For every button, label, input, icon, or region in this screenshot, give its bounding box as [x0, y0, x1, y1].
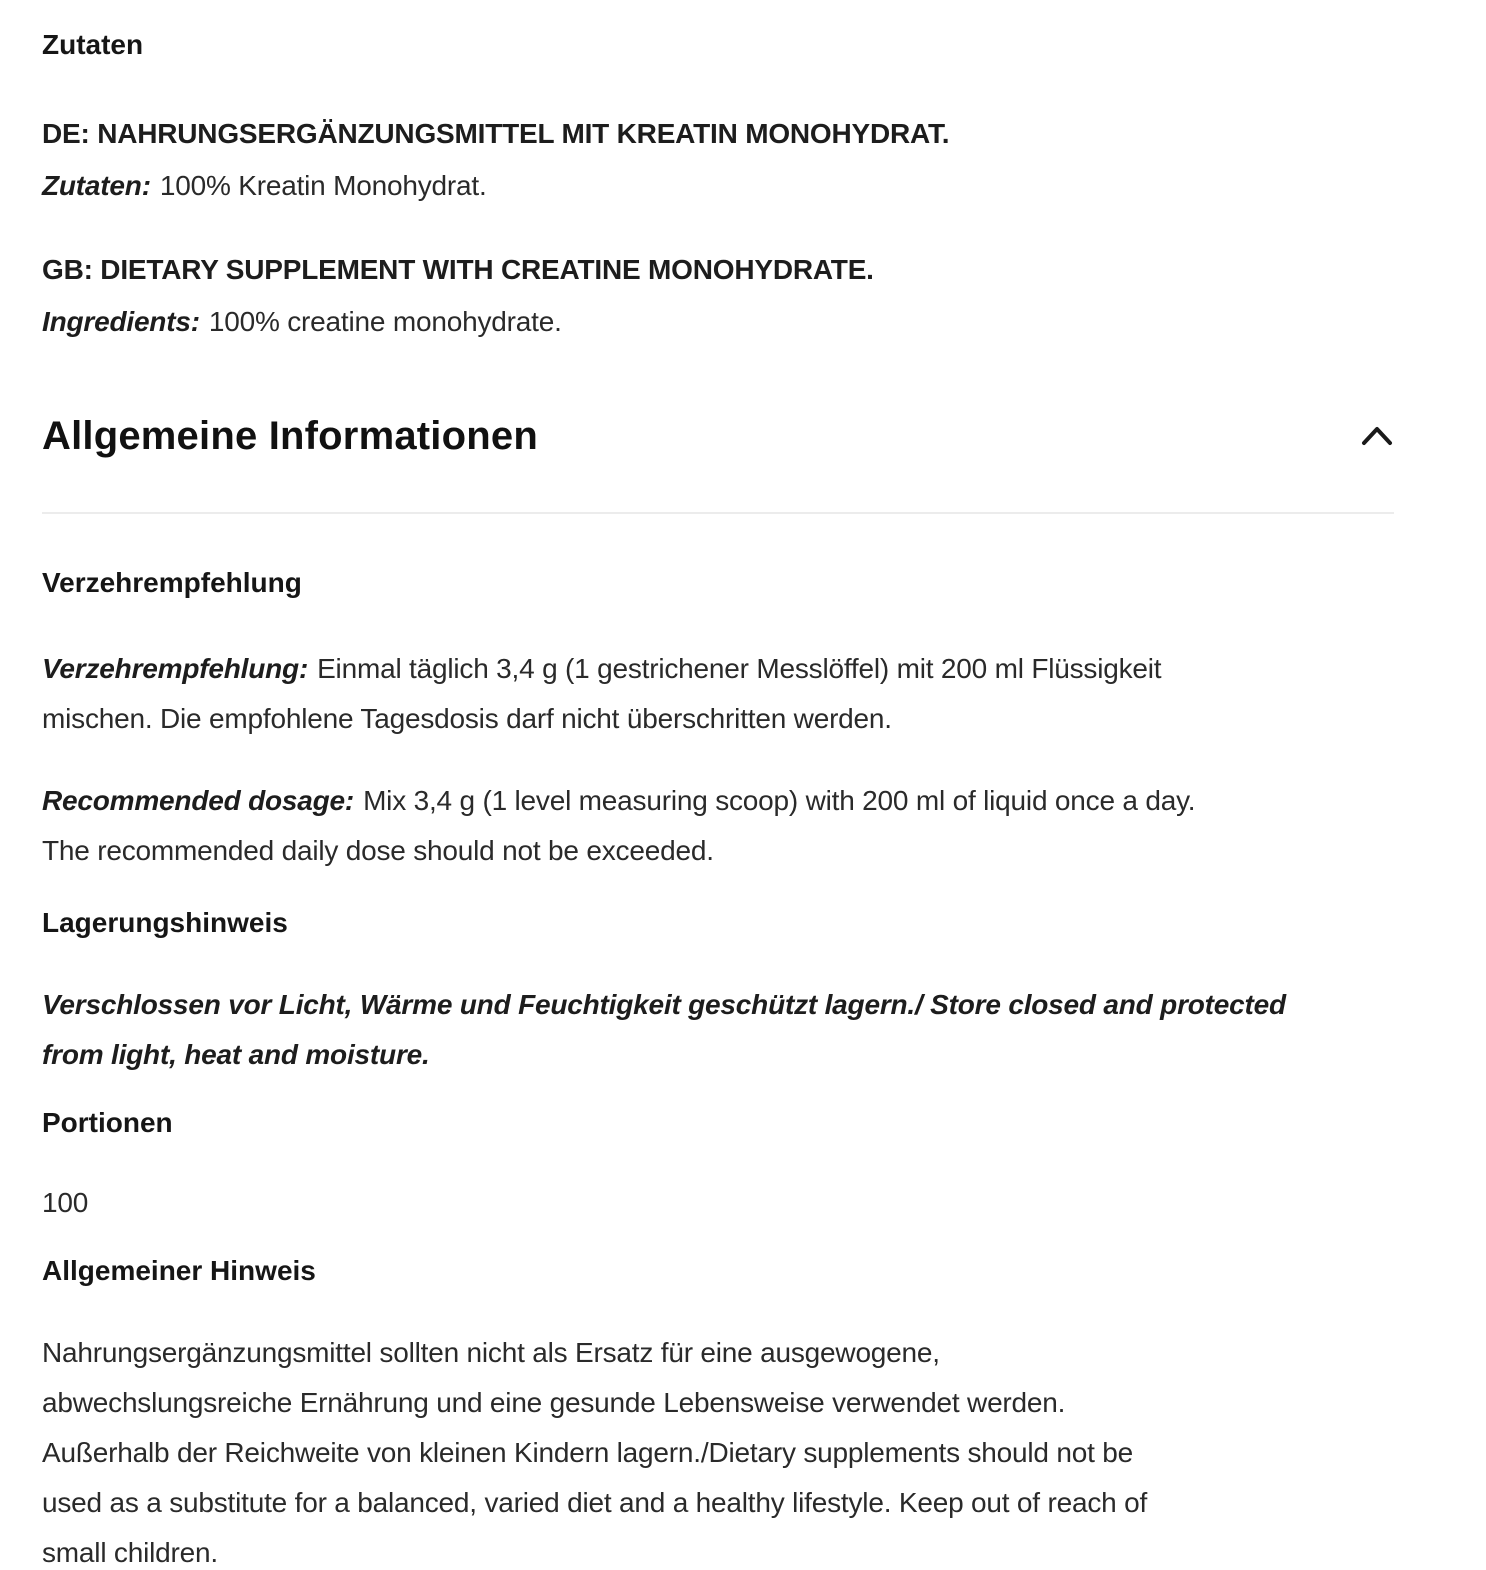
- general-note-paragraph: [42, 1328, 1394, 1570]
- ingredients-heading: Zutaten: [42, 29, 144, 60]
- general-note-line-3: Außerhalb der Reichweite von kleinen Kindern lagern./Dietary supplements should not be: [42, 1437, 1134, 1468]
- storage-line-1: Verschlossen vor Licht, Wärme und Feuchtigkeit geschützt lagern./ Store closed and protected: [42, 989, 1286, 1020]
- general-note-line-2: abwechslungsreiche Ernährung und eine gesunde Lebensweise verwendet werden.: [42, 1387, 1066, 1418]
- dosage-de-text-1: Einmal täglich 3,4 g (1 gestrichener Messlöffel) mit 200 ml Flüssigkeit: [317, 653, 1162, 684]
- ingredients-section: [42, 28, 1394, 348]
- ingredient-heading-gb: GB: DIETARY SUPPLEMENT WITH CREATINE MONOHYDRATE.: [42, 254, 874, 285]
- servings-value-paragraph: [42, 1178, 1394, 1228]
- servings-value: 100: [42, 1187, 89, 1218]
- storage-line-2: from light, heat and moisture.: [42, 1039, 430, 1070]
- storage-heading: Lagerungshinweis: [42, 907, 288, 938]
- dosage-paragraph-en: [42, 776, 1394, 876]
- ingredient-line-de: [42, 160, 1394, 212]
- dosage-paragraph-de: [42, 644, 1394, 744]
- storage-paragraph: [42, 980, 1394, 1080]
- dosage-de-line-2: mischen. Die empfohlene Tagesdosis darf nicht überschritten werden.: [42, 703, 892, 734]
- dosage-en-line-1: [42, 776, 1394, 826]
- servings-heading: Portionen: [42, 1107, 173, 1138]
- ingredient-value-gb: 100% creatine monohydrate.: [208, 306, 562, 337]
- general-note-line-4: used as a substitute for a balanced, varied diet and a healthy lifestyle. Keep out of reach of: [42, 1487, 1148, 1518]
- dosage-de-line-1: [42, 644, 1394, 694]
- dosage-en-text-1: Mix 3,4 g (1 level measuring scoop) with 200 ml of liquid once a day.: [363, 785, 1196, 816]
- general-info-accordion-header[interactable]: [42, 412, 1394, 460]
- general-note-line-1: Nahrungsergänzungsmittel sollten nicht als Ersatz für eine ausgewogene,: [42, 1337, 940, 1368]
- general-info-section: [42, 412, 1394, 1570]
- ingredient-line-gb: [42, 296, 1394, 348]
- chevron-up-icon[interactable]: [1360, 424, 1394, 448]
- general-info-title: Allgemeine Informationen: [42, 414, 538, 458]
- dosage-heading: Verzehrempfehlung: [42, 567, 302, 598]
- dosage-en-line-2: The recommended daily dose should not be exceeded.: [42, 835, 714, 866]
- ingredient-block-de: [42, 108, 1394, 212]
- ingredient-label-de: Zutaten:: [42, 170, 151, 201]
- ingredient-label-gb: Ingredients:: [42, 306, 200, 337]
- section-divider: [42, 512, 1394, 514]
- dosage-de-label: Verzehrempfehlung:: [42, 653, 309, 684]
- ingredient-value-de: 100% Kreatin Monohydrat.: [159, 170, 487, 201]
- general-note-heading: Allgemeiner Hinweis: [42, 1255, 316, 1286]
- ingredient-block-gb: [42, 244, 1394, 348]
- ingredient-heading-de: DE: NAHRUNGSERGÄNZUNGSMITTEL MIT KREATIN MONOHYDRAT.: [42, 118, 950, 149]
- dosage-en-label: Recommended dosage:: [42, 785, 355, 816]
- general-note-line-5: small children.: [42, 1537, 218, 1568]
